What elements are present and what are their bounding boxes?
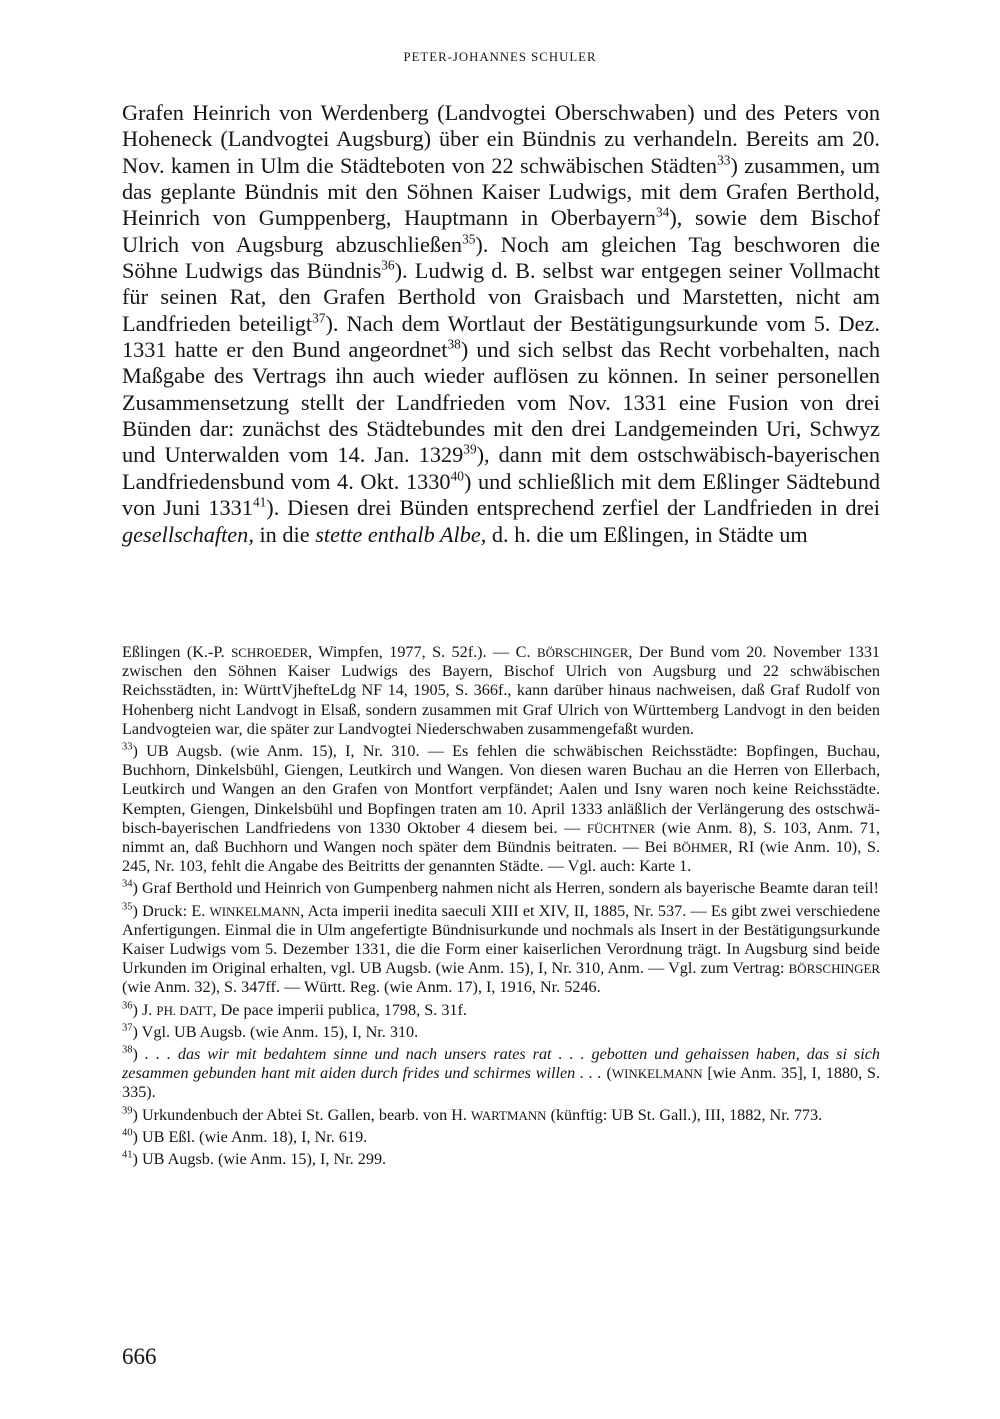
footnote-continued bbox=[122, 643, 880, 739]
footnote-37 bbox=[122, 1023, 880, 1042]
fn-text: ) Druck: E. bbox=[132, 901, 210, 920]
fn-text: ) UB Augsb. (wie Anm. 15), I, Nr. 299. bbox=[132, 1150, 387, 1169]
fn-author: FÜCHTNER bbox=[586, 820, 656, 836]
text-segment: ) und schließlich mit dem Eßlinger Sädtebund von Juni 1331 bbox=[122, 468, 880, 521]
footnote-40 bbox=[122, 1128, 880, 1147]
fn-text: ) Vgl. UB Augsb. (wie Anm. 15), I, Nr. 310. bbox=[132, 1022, 419, 1041]
footnote-ref-37[interactable]: 37 bbox=[312, 310, 326, 326]
fn-text: (wie Anm. 8), S. 103, Anm. 71, nimmt an, daß Buchhorn und Wangen noch später dem Bündnis beitraten. — Bei bbox=[122, 818, 880, 857]
text-segment: ) zusammen, um das geplante Bündnis mit den Söhnen Kaiser Ludwigs, mit dem Grafen Berthold, Heinrich von Gumppenberg, Hauptmann in Oberbayern bbox=[122, 152, 880, 231]
footnote-number: 39 bbox=[122, 1105, 133, 1117]
fn-author: BÖRSCHINGER bbox=[536, 645, 629, 660]
footnote-number: 34 bbox=[122, 879, 133, 891]
fn-text: ( bbox=[601, 1064, 612, 1083]
text-segment: ). Noch am gleichen Tag beschworen die Söhne Ludwigs das Bündnis bbox=[122, 231, 881, 284]
text-segment: ). Nach dem Wortlaut der Bestätigungsurkunde vom 5. Dez. 1331 hatte er den Bund angeordnet bbox=[122, 310, 880, 363]
running-head-text: PETER-JOHANNES SCHULER bbox=[403, 50, 597, 64]
fn-author: WINKELMANN bbox=[209, 903, 301, 919]
fn-text: , Wimpfen, 1977, S. 52f.). — C. bbox=[308, 643, 537, 661]
fn-quote: . . . das wir mit bedahtem sinne und nach unsers rates rat . . . gebotten und gehaissen haben, das si sich zesammen gebunden hant mit aiden durch frides und schirmes willen . . . bbox=[122, 1045, 880, 1083]
fn-text: , Der Bund vom 20. November 1331 zwischen den Söhnen Kaiser Ludwigs des Bayern, Bischof Ulrich von Augsburg und 22 schwäbischen Reichsstädten, in: WürttVjhefteLdg NF 14, 1905, S. 366f., kann darüber hinaus nachweisen, daß Graf Rudolf von Hohenberg nicht Landvogt in Elsaß, sondern zusammen mit Graf Ulrich von Württemberg Landvogt in den beiden Landvogteien war, die später zur Landvogtei Niederschwaben zusammengefaßt wurden. bbox=[122, 643, 881, 738]
fn-text: , De pace imperii publica, 1798, S. 31f. bbox=[212, 1000, 467, 1019]
fn-text: ) Graf Berthold und Heinrich von Gumpenberg nahmen nicht als Herren, sondern als bayerische Beamte daran teil! bbox=[132, 879, 879, 898]
fn-text: ) Urkundenbuch der Abtei St. Gallen, bearb. von H. bbox=[132, 1105, 472, 1124]
fn-author: WARTMANN bbox=[471, 1107, 547, 1123]
footnote-number: 33 bbox=[122, 741, 133, 753]
footnote-number: 41 bbox=[122, 1149, 133, 1161]
footnote-number: 40 bbox=[122, 1127, 133, 1139]
footnote-ref-41[interactable]: 41 bbox=[252, 494, 267, 510]
footnote-35 bbox=[122, 902, 880, 998]
footnote-number: 38 bbox=[122, 1044, 133, 1056]
footnote-number: 35 bbox=[122, 901, 133, 913]
fn-text: ) J. bbox=[132, 1000, 157, 1019]
fn-author: BÖHMER bbox=[672, 840, 729, 856]
footnote-ref-34[interactable]: 34 bbox=[655, 204, 670, 220]
footnote-ref-36[interactable]: 36 bbox=[381, 257, 395, 273]
footnotes bbox=[122, 643, 880, 1172]
footnote-34 bbox=[122, 879, 880, 898]
fn-text: Eßlingen (K.-P. bbox=[122, 643, 232, 661]
main-text bbox=[122, 100, 880, 548]
fn-text: (wie Anm. 32), S. 347ff. — Württ. Reg. (wie Anm. 17), I, 1916, Nr. 5246. bbox=[122, 978, 601, 997]
page-number: 666 bbox=[122, 1344, 157, 1369]
text-segment: ). Diesen drei Bünden entsprechend zerfiel der Landfrieden in drei bbox=[266, 495, 880, 521]
footnote-39 bbox=[122, 1106, 880, 1125]
fn-text: ) UB Augsb. (wie Anm. 15), I, Nr. 310. — Es fehlen die schwäbischen Reichsstädte: Bopfingen, Buchau, Buchhorn, Dinkelsbühl, Giengen, Leutkirch und Wangen. Von diesen waren Buchau an die Herren von Ellerbach, Leutkirch und Wangen an den Grafen von Montfort verpfändet; Aalen und Isny waren noch keine Reichsstädte. Kempten, Giengen, Dinkelsbühl und Bopfingen traten am 10. April 1333 anläßlich der Verlängerung des ostschwäbisch-bayerischen Landfriedens von 1330 Oktober 4 diesem bei. — bbox=[122, 742, 880, 837]
italic-term: gesellschaften, bbox=[122, 521, 254, 547]
footnote-ref-39[interactable]: 39 bbox=[463, 442, 477, 458]
fn-author: WINKELMANN bbox=[611, 1066, 703, 1082]
text-segment: in die bbox=[253, 521, 316, 547]
footnote-ref-40[interactable]: 40 bbox=[450, 468, 464, 484]
fn-text: ) UB Eßl. (wie Anm. 18), I, Nr. 619. bbox=[132, 1127, 368, 1146]
text-segment: d. h. die um Eßlingen, in Städte um bbox=[486, 521, 808, 547]
fn-text: , RI (wie Anm. 10), S. 245, Nr. 103, fehlt die Angabe des Beitritts der genannten Städte. — Vgl. auch: Karte 1. bbox=[122, 838, 880, 876]
footnote-ref-33[interactable]: 33 bbox=[717, 152, 731, 168]
footnote-number: 37 bbox=[122, 1022, 133, 1034]
fn-text: [wie Anm. 35], I, 1880, S. 335). bbox=[122, 1064, 880, 1102]
fn-author: PH. DATT bbox=[156, 1002, 213, 1018]
main-paragraph bbox=[122, 100, 880, 548]
text-segment: Grafen Heinrich von Werdenberg (Landvogtei Oberschwaben) und des Peters von Hoheneck (Landvogtei Augsburg) über ein Bündnis zu verhandeln. Bereits am 20. Nov. kamen in Ulm die Städteboten von 22 schwäbischen Städten bbox=[122, 100, 880, 178]
fn-author: BÖRSCHINGER bbox=[788, 961, 880, 977]
footnote-33 bbox=[122, 742, 880, 876]
footnote-36 bbox=[122, 1001, 880, 1020]
footnote-ref-35[interactable]: 35 bbox=[462, 231, 476, 247]
text-segment: ), dann mit dem ostschwäbisch-bayerischen Landfriedensbund vom 4. Okt. 1330 bbox=[122, 442, 881, 494]
running-head bbox=[0, 48, 1000, 66]
footnote-ref-38[interactable]: 38 bbox=[447, 336, 461, 352]
footnote-38 bbox=[122, 1045, 880, 1103]
italic-term: stette enthalb Albe, bbox=[315, 521, 487, 547]
fn-text: (künftig: UB St. Gall.), III, 1882, Nr. 773. bbox=[546, 1105, 823, 1124]
text-segment: ), sowie dem Bischof Ulrich von Augsburg abzuschließen bbox=[122, 205, 881, 257]
text-segment: ) und sich selbst das Recht vorbehalten, nach Maßgabe des Vertrags ihn auch wieder auflösen zu können. In seiner personellen Zusammensetzung stellt der Landfrieden vom Nov. 1331 eine Fusion von drei Bünden dar: zunächst des Städtebundes mit den drei Landgemeinden Uri, Schwyz und Unterwalden vom 14. Jan. 1329 bbox=[122, 337, 880, 468]
fn-text: , Acta imperii inedita saeculi XIII et XIV, II, 1885, Nr. 537. — Es gibt zwei verschiedene Anfertigungen. Einmal die in Ulm angefertigte Bündnisurkunde und nochmals als Insert in der Bestätigungsurkunde Kaiser Ludwigs vom 5. Dezember 1331, die die Form einer kaiserlichen Verordnung trägt. In Augsburg sind beide Urkunden im Original erhalten, vgl. UB Augsb. (wie Anm. 15), I, Nr. 310, Anm. — Vgl. zum Vertrag: bbox=[122, 901, 881, 978]
footnote-41 bbox=[122, 1150, 880, 1169]
fn-author: SCHROEDER bbox=[231, 645, 309, 660]
text-segment: ). Ludwig d. B. selbst war entgegen seiner Vollmacht für seinen Rat, den Grafen Berthold von Graisbach und Marstetten, nicht am Landfrieden beteiligt bbox=[122, 258, 880, 336]
footnote-number: 36 bbox=[122, 1000, 133, 1012]
fn-text: ) bbox=[132, 1045, 145, 1064]
